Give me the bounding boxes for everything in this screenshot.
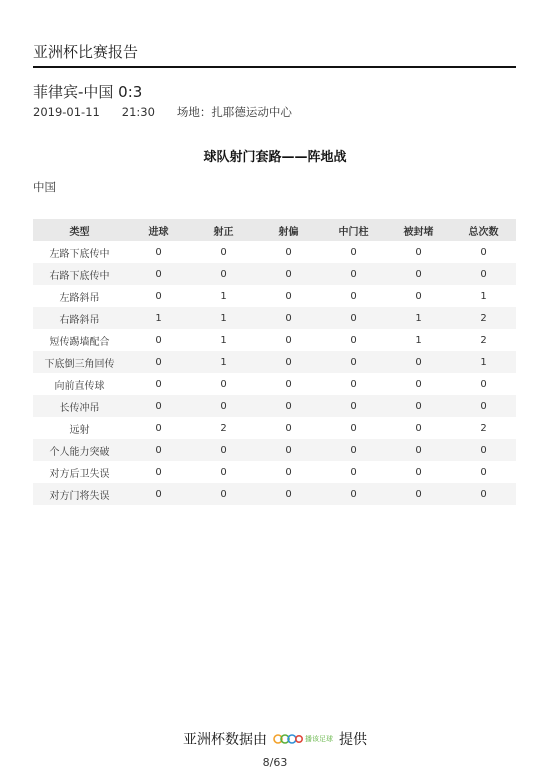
table-row: [33, 395, 516, 417]
table-cell: 1: [191, 351, 256, 373]
table-cell: 0: [350, 246, 357, 258]
row-type-cell: 远射: [69, 424, 90, 436]
row-type-cell: 个人能力突破: [33, 439, 126, 461]
table-cell: 0: [220, 246, 227, 258]
table-cell: 0: [256, 351, 321, 373]
table-cell: 0: [126, 483, 191, 505]
footer-suffix: 提供: [339, 732, 367, 748]
table-cell: 0: [285, 334, 292, 346]
table-cell: 0: [321, 263, 386, 285]
table-cell: 0: [350, 334, 357, 346]
table-row: [33, 461, 516, 483]
table-cell: 0: [155, 422, 162, 434]
table-cell: 0: [191, 395, 256, 417]
table-body: [33, 241, 516, 505]
table-cell: 0: [386, 483, 451, 505]
logo-text: 播该足球: [305, 735, 333, 743]
table-cell: 0: [321, 439, 386, 461]
table-row: [33, 307, 516, 329]
shot-pattern-table: [33, 219, 516, 505]
table-cell: 0: [480, 246, 487, 258]
table-cell: 0: [285, 290, 292, 302]
page-number: 8/63: [262, 756, 288, 769]
table-cell: 1: [191, 307, 256, 329]
table-cell: 0: [386, 351, 451, 373]
table-cell: 0: [386, 395, 451, 417]
table-row: [33, 483, 516, 505]
table-cell: 0: [285, 246, 292, 258]
table-cell: 0: [126, 351, 191, 373]
match-meta: [33, 104, 292, 120]
table-cell: 0: [126, 439, 191, 461]
table-cell: 0: [191, 263, 256, 285]
table-row: [33, 263, 516, 285]
team-name: 中国: [33, 180, 56, 194]
table-cell: 0: [451, 439, 516, 461]
table-cell: 0: [321, 307, 386, 329]
table-row: [33, 285, 516, 307]
table-cell: 1: [126, 307, 191, 329]
row-type-cell: 对方后卫失误: [49, 468, 110, 480]
table-cell: 1: [386, 307, 451, 329]
row-type-cell: 对方门将失误: [33, 483, 126, 505]
match-time: 21:30: [121, 105, 155, 119]
table-cell: 0: [386, 263, 451, 285]
table-cell: 0: [155, 290, 162, 302]
table-cell: 0: [126, 263, 191, 285]
table-cell: 0: [451, 483, 516, 505]
table-cell: 2: [451, 307, 516, 329]
table-cell: 0: [451, 395, 516, 417]
section-title: 球队射门套路——阵地战: [203, 150, 347, 165]
table-cell: 0: [350, 466, 357, 478]
table-cell: 0: [415, 466, 422, 478]
table-cell: 0: [256, 439, 321, 461]
table-cell: 0: [155, 246, 162, 258]
provider-logo: [273, 732, 333, 746]
table-cell: 0: [415, 246, 422, 258]
table-cell: 0: [480, 378, 487, 390]
table-cell: 0: [256, 263, 321, 285]
table-cell: 0: [220, 378, 227, 390]
table-cell: 0: [480, 466, 487, 478]
table-cell: 0: [350, 290, 357, 302]
table-cell: 2: [480, 422, 487, 434]
header-divider: [33, 66, 516, 68]
table-row: [33, 241, 516, 263]
table-cell: 0: [155, 334, 162, 346]
table-cell: 0: [155, 466, 162, 478]
table-cell: 0: [191, 483, 256, 505]
row-type-cell: 短传踢墙配合: [49, 336, 110, 348]
table-cell: 0: [256, 395, 321, 417]
table-cell: 0: [321, 395, 386, 417]
column-header: 类型: [33, 219, 126, 241]
table-row: [33, 439, 516, 461]
table-cell: 1: [451, 351, 516, 373]
table-cell: 0: [350, 422, 357, 434]
column-header: 射偏: [256, 219, 321, 241]
table-cell: 0: [451, 263, 516, 285]
table-cell: 0: [350, 378, 357, 390]
table-cell: 2: [220, 422, 227, 434]
row-type-cell: 长传冲吊: [33, 395, 126, 417]
table-cell: 0: [155, 378, 162, 390]
table-cell: 0: [220, 466, 227, 478]
row-type-cell: 左路下底传中: [49, 248, 110, 260]
rings-logo-icon: [273, 732, 303, 746]
match-score: 菲律宾-中国 0:3: [33, 83, 143, 101]
table-row: [33, 351, 516, 373]
table-cell: 2: [480, 334, 487, 346]
table-cell: 0: [415, 290, 422, 302]
table-cell: 0: [321, 483, 386, 505]
column-header: 进球: [126, 219, 191, 241]
footer-prefix: 亚洲杯数据由: [183, 732, 267, 748]
table-cell: 1: [415, 334, 422, 346]
table-cell: 1: [480, 290, 487, 302]
column-header: 射正: [191, 219, 256, 241]
row-type-cell: 下底倒三角回传: [33, 351, 126, 373]
column-header: 被封堵: [386, 219, 451, 241]
table-cell: 0: [285, 422, 292, 434]
table-cell: 0: [321, 351, 386, 373]
row-type-cell: 向前直传球: [54, 380, 105, 392]
table-row: [33, 373, 516, 395]
table-row: [33, 329, 516, 351]
column-header: 总次数: [451, 219, 516, 241]
table-header-row: [33, 219, 516, 241]
table-cell: 0: [256, 483, 321, 505]
table-cell: 0: [386, 439, 451, 461]
row-type-cell: 右路下底传中: [33, 263, 126, 285]
row-type-cell: 右路斜吊: [33, 307, 126, 329]
table-cell: 1: [220, 334, 227, 346]
match-venue: 场地：扎耶德运动中心: [176, 105, 292, 119]
table-cell: 0: [415, 378, 422, 390]
table-cell: 0: [285, 378, 292, 390]
table-cell: 0: [191, 439, 256, 461]
table-cell: 0: [285, 466, 292, 478]
match-date: 2019-01-11: [33, 105, 100, 119]
row-type-cell: 左路斜吊: [59, 292, 100, 304]
report-title: 亚洲杯比赛报告: [33, 43, 139, 61]
column-header: 中门柱: [321, 219, 386, 241]
table-row: [33, 417, 516, 439]
table-cell: 0: [256, 307, 321, 329]
table-cell: 0: [415, 422, 422, 434]
table-cell: 1: [220, 290, 227, 302]
footer-credit: [0, 729, 550, 749]
table-cell: 0: [126, 395, 191, 417]
